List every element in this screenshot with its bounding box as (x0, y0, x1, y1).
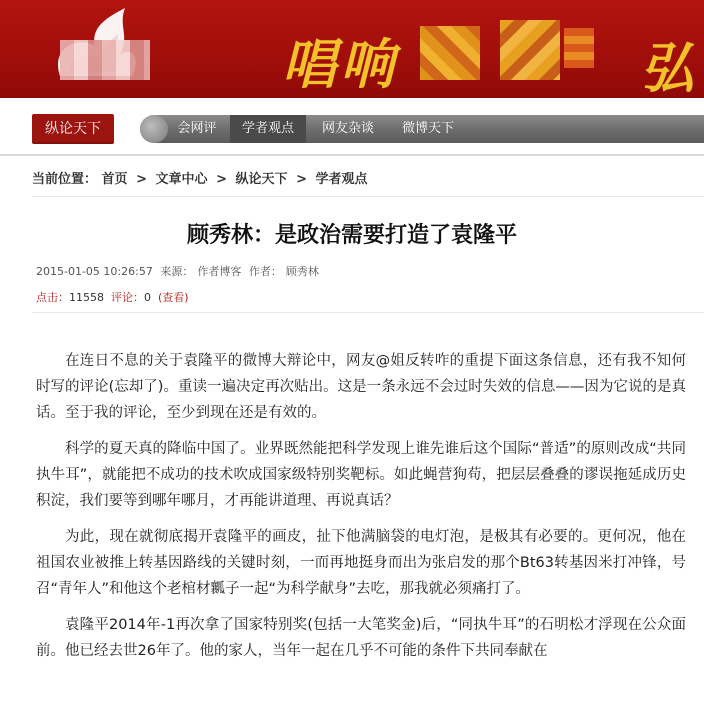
breadcrumb-prefix: 当前位置： (32, 172, 98, 187)
nav-home-tab[interactable]: 纵论天下 (32, 114, 114, 144)
article-datetime: 2015-01-05 10:26:57 (36, 265, 153, 278)
article-paragraph: 在连日不息的关于袁隆平的微博大辩论中，网友@姐反转咋的重提下面这条信息，还有我不知何时写的评论(忘却了)。重读一遍决定再次贴出。这是一条永远不会过时失效的信息——因为它说的是真话。至于我的评论，至少到现在还是有效的。 (36, 353, 686, 421)
article-meta (36, 263, 323, 279)
breadcrumb-separator: > (136, 172, 147, 187)
article-paragraph: 为此，现在就彻底揭开袁隆平的画皮，扯下他满脑袋的电灯泡，是极其有必要的。更何况，他在祖国农业被推上转基因路线的关键时刻，一而再地挺身而出为张启发的那个Bt63转基因米打冲锋，号召“青年人”和他这个老棺材瓤子一起“为科学献身”去吃，那我就必须痛打了。 (36, 529, 686, 597)
article-body (36, 348, 686, 674)
click-count: 11558 (69, 291, 104, 304)
article-stats (36, 289, 189, 305)
main-nav (0, 98, 704, 160)
breadcrumb-zonglun[interactable]: 纵论天下 (235, 172, 288, 187)
pixelated-text (420, 26, 480, 80)
breadcrumb (32, 168, 368, 188)
nav-divider (0, 154, 704, 156)
banner-calligraphy-left: 唱响 (282, 32, 398, 96)
pixelated-text (500, 20, 560, 80)
source-label: 来源： (160, 265, 194, 278)
comment-count: 0 (144, 291, 151, 304)
site-banner (0, 0, 704, 98)
author-label: 作者： (248, 265, 282, 278)
breadcrumb-divider (32, 196, 704, 197)
article-title: 顾秀林：是政治需要打造了袁隆平 (186, 223, 517, 248)
banner-calligraphy-right: 弘 (640, 36, 698, 98)
article-source: 作者博客 (197, 265, 242, 278)
breadcrumb-xuezhe[interactable]: 学者观点 (315, 172, 368, 187)
breadcrumb-separator: > (216, 172, 227, 187)
nav-item-wangyouzatan[interactable]: 网友杂谈 (321, 121, 374, 136)
pixelated-text (564, 28, 594, 68)
meta-divider (32, 312, 704, 313)
nav-item-weibotianxia[interactable]: 微博天下 (401, 121, 454, 136)
comments-label: 评论： (111, 291, 144, 304)
view-comments-link[interactable]: (查看) (158, 291, 189, 304)
article-paragraph: 袁隆平2014年-1再次拿了国家特别奖(包括一大笔奖金)后，“同执牛耳”的石明松才浮现在公众面前。他已经去世26年了。他的家人，当年一起在几乎不可能的条件下共同奉献在 (36, 617, 686, 659)
breadcrumb-article-center[interactable]: 文章中心 (155, 172, 208, 187)
breadcrumb-home[interactable]: 首页 (101, 172, 128, 187)
article-paragraph: 科学的夏天真的降临中国了。业界既然能把科学发现上谁先谁后这个国际“普适”的原则改成“共同执牛耳”，就能把不成功的技术吹成国家级特别奖靶标。如此蝇营狗苟，把层层叠叠的谬误拖延成历史积淀，我们要等到哪年哪月，才再能讲道理、再说真话？ (36, 441, 686, 509)
breadcrumb-separator: > (296, 172, 307, 187)
article-author: 顾秀林 (285, 265, 319, 278)
nav-knob-icon (140, 115, 168, 143)
pixelated-text (60, 40, 150, 80)
clicks-label: 点击： (36, 291, 69, 304)
nav-item-xuezheguandian[interactable]: 学者观点 (230, 115, 306, 143)
nav-item-huiwangping[interactable]: 会网评 (177, 121, 217, 136)
